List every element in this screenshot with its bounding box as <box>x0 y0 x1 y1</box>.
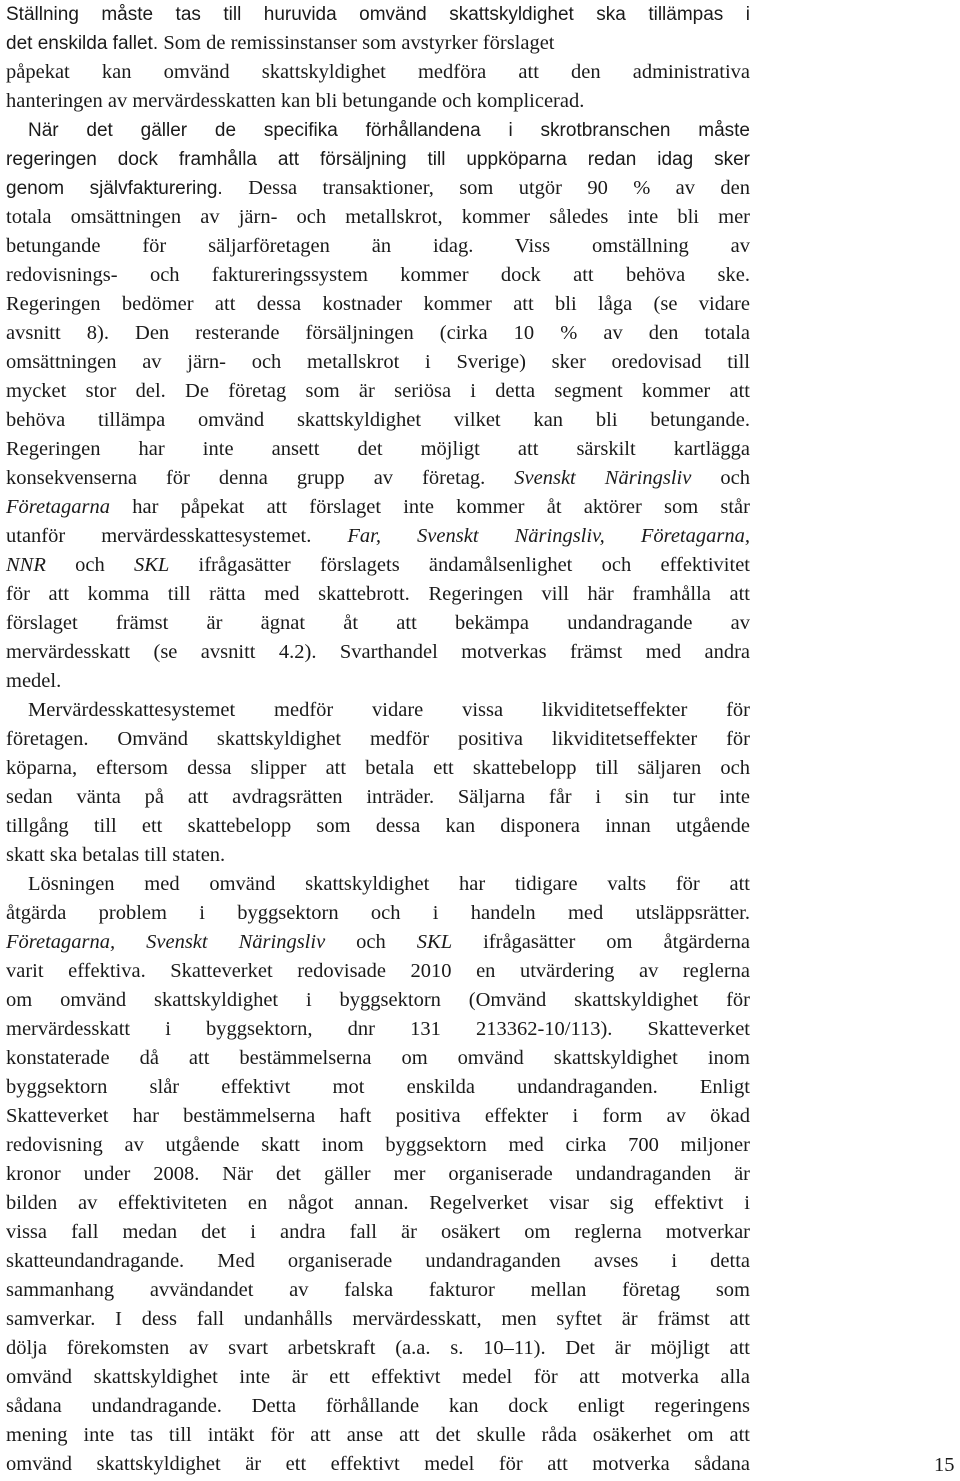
text-line <box>6 696 750 725</box>
text-run: har påpekat att förslaget inte kommer åt aktörer som står <box>110 496 750 518</box>
text-line <box>6 493 750 522</box>
text-run: om omvänd skattskyldighet i byggsektorn (Omvänd skattskyldighet för <box>6 989 750 1011</box>
text-line <box>6 609 750 638</box>
text-run: sedan vänta på att avdragsrätten inträder. Säljarna får i sin tur inte <box>6 786 750 808</box>
text-line <box>6 464 750 493</box>
text-run: samverkar. I dess fall undanhålls mervärdesskatt, men syftet är främst att <box>6 1308 750 1330</box>
text-line <box>6 1044 750 1073</box>
text-run: mervärdesskatt (se avsnitt 4.2). Svarthandel motverkas främst med andra <box>6 641 750 663</box>
text-line <box>6 1305 750 1334</box>
text-run: omsättningen av järn- och metallskrot i Sverige) sker oredovisad till <box>6 351 750 373</box>
text-line <box>6 1102 750 1131</box>
text-line <box>6 1421 750 1450</box>
text-run: Ställning måste tas till huruvida omvänd skattskyldighet ska tillämpas i <box>6 4 750 25</box>
text-line <box>6 348 750 377</box>
text-line <box>6 1189 750 1218</box>
text-run: sammanhang avvändandet av falska fakturor mellan företag som <box>6 1279 750 1301</box>
text-run: redovisnings- och faktureringssystem kommer dock att behöva ske. <box>6 264 750 286</box>
text-line <box>6 1160 750 1189</box>
text-line <box>6 1392 750 1421</box>
text-run: mycket stor del. De företag som är seriösa i detta segment kommer att <box>6 380 750 402</box>
text-run: omvänd skattskyldighet är ett effektivt medel för att motverka sådana <box>6 1453 750 1475</box>
text-run: Regeringen har inte ansett det möjligt att särskilt kartlägga <box>6 438 750 460</box>
text-run: mervärdesskatt i byggsektorn, dnr 131 213362-10/113). Skatteverket <box>6 1018 750 1040</box>
text-run: Lösningen med omvänd skattskyldighet har tidigare valts för att <box>28 873 750 895</box>
text-run: hanteringen av mervärdesskatten kan bli betungande och komplicerad. <box>6 90 585 112</box>
text-run: vissa fall medan det i andra fall är osäkert om reglerna motverkar <box>6 1221 750 1243</box>
text-line <box>6 812 750 841</box>
text-line <box>6 232 750 261</box>
text-run: regeringen dock framhålla att försäljning till uppköparna redan idag sker <box>6 149 750 170</box>
text-line <box>6 1247 750 1276</box>
text-line <box>6 986 750 1015</box>
text-run: utanför mervärdesskattesystemet. <box>6 525 348 547</box>
italic-text: SKL <box>133 554 170 576</box>
text-run: behöva tillämpa omvänd skattskyldighet vilket kan bli betungande. <box>6 409 750 431</box>
text-line <box>6 754 750 783</box>
text-line <box>6 870 750 899</box>
text-line <box>6 203 750 232</box>
text-line <box>6 522 750 551</box>
text-run: Mervärdesskattesystemet medför vidare vissa likviditetseffekter för <box>28 699 750 721</box>
text-line <box>6 87 750 116</box>
text-line <box>6 928 750 957</box>
text-run: köparna, eftersom dessa slipper att betala ett skattebelopp till säljaren och <box>6 757 750 779</box>
text-run: konsekvenserna för denna grupp av företag. <box>6 467 515 489</box>
text-run: konstaterade då att bestämmelserna om omvänd skattskyldighet inom <box>6 1047 750 1069</box>
text-run: dölja förekomsten av svart arbetskraft (a.a. s. 10–11). Det är möjligt att <box>6 1337 750 1359</box>
text-run: ifrågasätter om åtgärderna <box>452 931 750 953</box>
text-line <box>6 116 750 145</box>
text-run: bilden av effektiviteten en något annan. Regelverket visar sig effektivt i <box>6 1192 750 1214</box>
text-line <box>6 58 750 87</box>
text-line <box>6 1276 750 1305</box>
text-run: omvänd skattskyldighet inte är ett effektivt medel för att motverka alla <box>6 1366 750 1388</box>
text-run: genom självfakturering. <box>6 178 249 199</box>
text-line <box>6 1218 750 1247</box>
text-run: och <box>325 931 417 953</box>
text-run: varit effektiva. Skatteverket redovisade 2010 en utvärdering av reglerna <box>6 960 750 982</box>
text-run: företagen. Omvänd skattskyldighet medför positiva likviditetseffekter för <box>6 728 750 750</box>
text-line <box>6 580 750 609</box>
text-run: avsnitt 8). Den resterande försäljningen (cirka 10 % av den totala <box>6 322 750 344</box>
text-line <box>6 1363 750 1392</box>
text-run: tillgång till ett skattebelopp som dessa kan disponera innan utgående <box>6 815 750 837</box>
text-run: det enskilda fallet. <box>6 33 164 54</box>
text-line <box>6 29 750 58</box>
italic-text: SKL <box>416 931 453 953</box>
text-run: påpekat kan omvänd skattskyldighet medföra att den administrativa <box>6 61 750 83</box>
text-run: När det gäller de specifika förhållandena i skrotbranschen måste <box>28 120 750 141</box>
text-line <box>6 551 750 580</box>
italic-text: Företagarna, Svenskt Näringsliv <box>6 931 326 953</box>
text-run: byggsektorn slår effektivt mot enskilda undandraganden. Enligt <box>6 1076 750 1098</box>
text-line <box>6 1073 750 1102</box>
italic-text: Företagarna <box>6 496 111 518</box>
text-line <box>6 261 750 290</box>
text-line <box>6 899 750 928</box>
text-run: skatteundandragande. Med organiserade undandraganden avses i detta <box>6 1250 750 1272</box>
text-run: mening inte tas till intäkt för att anse att det skulle råda osäkerhet om att <box>6 1424 750 1446</box>
text-run: Som de remissinstanser som avstyrker förslaget <box>163 32 555 54</box>
italic-text: Far, Svenskt Näringsliv, Företagarna, <box>347 525 750 547</box>
text-line <box>6 290 750 319</box>
text-line <box>6 667 750 696</box>
document-body <box>6 0 750 1479</box>
text-run: totala omsättningen av järn- och metallskrot, kommer således inte bli mer <box>6 206 750 228</box>
page-number: 15 <box>934 1454 955 1476</box>
text-line <box>6 1015 750 1044</box>
text-line <box>6 725 750 754</box>
text-run: skatt ska betalas till staten. <box>6 844 226 866</box>
text-line <box>6 957 750 986</box>
text-run: förslaget främst är ägnat åt att bekämpa undandragande av <box>6 612 750 634</box>
text-run: för att komma till rätta med skattebrott. Regeringen vill här framhålla att <box>6 583 750 605</box>
text-run: och <box>45 554 134 576</box>
text-run: sådana undandragande. Detta förhållande kan dock enligt regeringens <box>6 1395 750 1417</box>
text-line <box>6 145 750 174</box>
text-line <box>6 0 750 29</box>
text-line <box>6 638 750 667</box>
text-line <box>6 377 750 406</box>
text-line <box>6 406 750 435</box>
text-run: Regeringen bedömer att dessa kostnader kommer att bli låga (se vidare <box>6 293 750 315</box>
text-run: medel. <box>6 670 62 692</box>
text-run: kronor under 2008. När det gäller mer organiserade undandraganden är <box>6 1163 750 1185</box>
text-line <box>6 1131 750 1160</box>
text-line <box>6 174 750 203</box>
text-run: Dessa transaktioner, som utgör 90 % av den <box>248 177 750 199</box>
text-line <box>6 1334 750 1363</box>
text-run: betungande för säljarföretagen än idag. Viss omställning av <box>6 235 750 257</box>
text-line <box>6 783 750 812</box>
italic-text: Svenskt Näringsliv <box>514 467 692 489</box>
text-line <box>6 319 750 348</box>
italic-text: NNR <box>6 554 46 576</box>
text-run: och <box>691 467 750 489</box>
text-run: Skatteverket har bestämmelserna haft positiva effekter i form av ökad <box>6 1105 750 1127</box>
text-line <box>6 1450 750 1479</box>
text-run: ifrågasätter förslagets ändamålsenlighet och effektivitet <box>169 554 750 576</box>
text-run: redovisning av utgående skatt inom byggsektorn med cirka 700 miljoner <box>6 1134 750 1156</box>
text-run: åtgärda problem i byggsektorn och i handeln med utsläppsrätter. <box>6 902 750 924</box>
text-line <box>6 435 750 464</box>
text-line <box>6 841 750 870</box>
